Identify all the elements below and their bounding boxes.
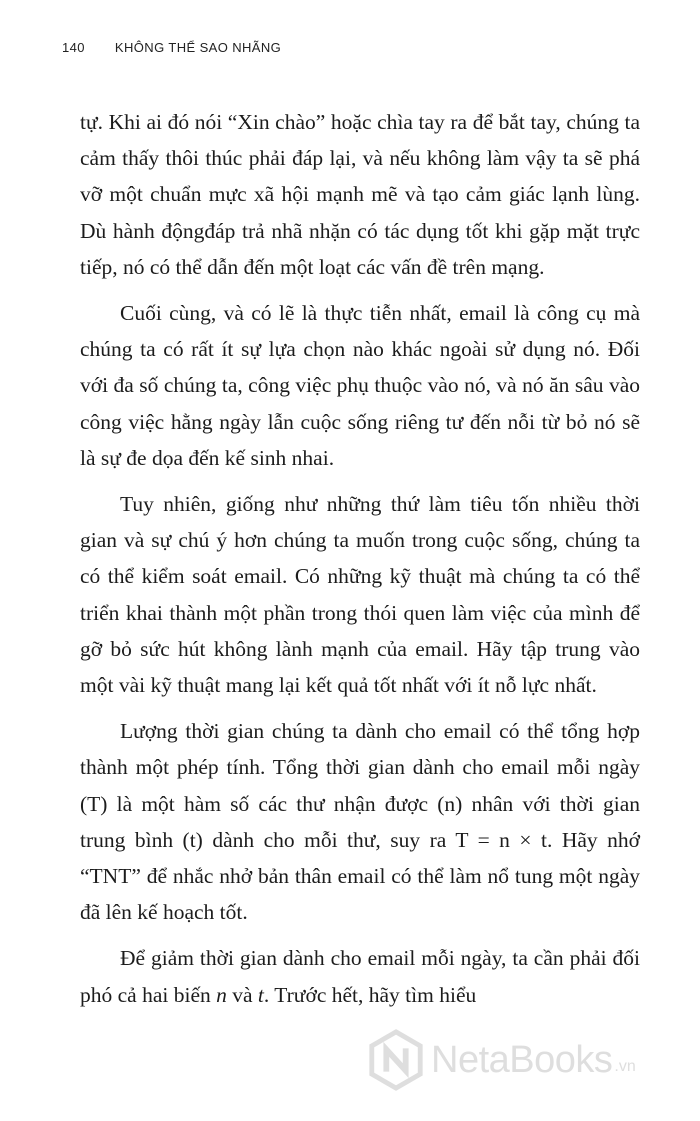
paragraph-5-text-c: . Trước hết, hãy tìm hiểu [263,982,477,1007]
paragraph-5 [80,940,640,1012]
running-header [62,40,281,55]
watermark [365,1020,695,1100]
watermark-suffix: .vn [614,1058,636,1075]
variable-t: t [257,982,264,1007]
netabooks-logo-icon [365,1029,427,1091]
paragraph-5-text-a: Để giảm thời gian dành cho email mỗi ngày, ta cần phải đối phó cả hai biến [80,946,640,1007]
variable-n: n [216,982,227,1007]
paragraph-5-text-b: và [226,982,258,1007]
watermark-brand: NetaBooks [431,1038,613,1081]
book-title: KHÔNG THỂ SAO NHÃNG [114,40,282,55]
paragraph-3: Tuy nhiên, giống như những thứ làm tiêu tốn nhiều thời gian và sự chú ý hơn chúng ta muốn trong cuộc sống, chúng ta có thể kiểm soát email. Có những kỹ thuật mà chúng ta có thể triển khai thành một phần trong thói quen làm việc của mình để gỡ bỏ sức hút không lành mạnh của email. Hãy tập trung vào một vài kỹ thuật mang lại kết quả tốt nhất với ít nỗ lực nhất. [80,492,640,698]
paragraph-4: Lượng thời gian chúng ta dành cho email có thể tổng hợp thành một phép tính. Tổng thời gian dành cho email mỗi ngày (T) là một hàm số các thư nhận được (n) nhân với thời gian trung bình (t) dành cho mỗi thư, suy ra T = n × t. Hãy nhớ “TNT” để nhắc nhở bản thân email có thể làm nổ tung một ngày đã lên kế hoạch tốt. [80,719,640,925]
body-text [80,104,640,1013]
page-number: 140 [62,40,85,55]
paragraph-2: Cuối cùng, và có lẽ là thực tiễn nhất, email là công cụ mà chúng ta có rất ít sự lựa chọn nào khác ngoài sử dụng nó. Đối với đa số chúng ta, công việc phụ thuộc vào nó, và nó ăn sâu vào công việc hằng ngày lẫn cuộc sống riêng tư đến nỗi từ bỏ nó sẽ là sự đe dọa đến kế sinh nhai. [80,301,640,470]
paragraph-1: tự. Khi ai đó nói “Xin chào” hoặc chìa tay ra để bắt tay, chúng ta cảm thấy thôi thúc phải đáp lại, và nếu không làm vậy ta sẽ phá vỡ một chuẩn mực xã hội mạnh mẽ và tạo cảm giác lạnh lùng. Dù hành độngđáp trả nhã nhặn có tác dụng tốt khi gặp mặt trực tiếp, nó có thể dẫn đến một loạt các vấn đề trên mạng. [80,110,640,279]
